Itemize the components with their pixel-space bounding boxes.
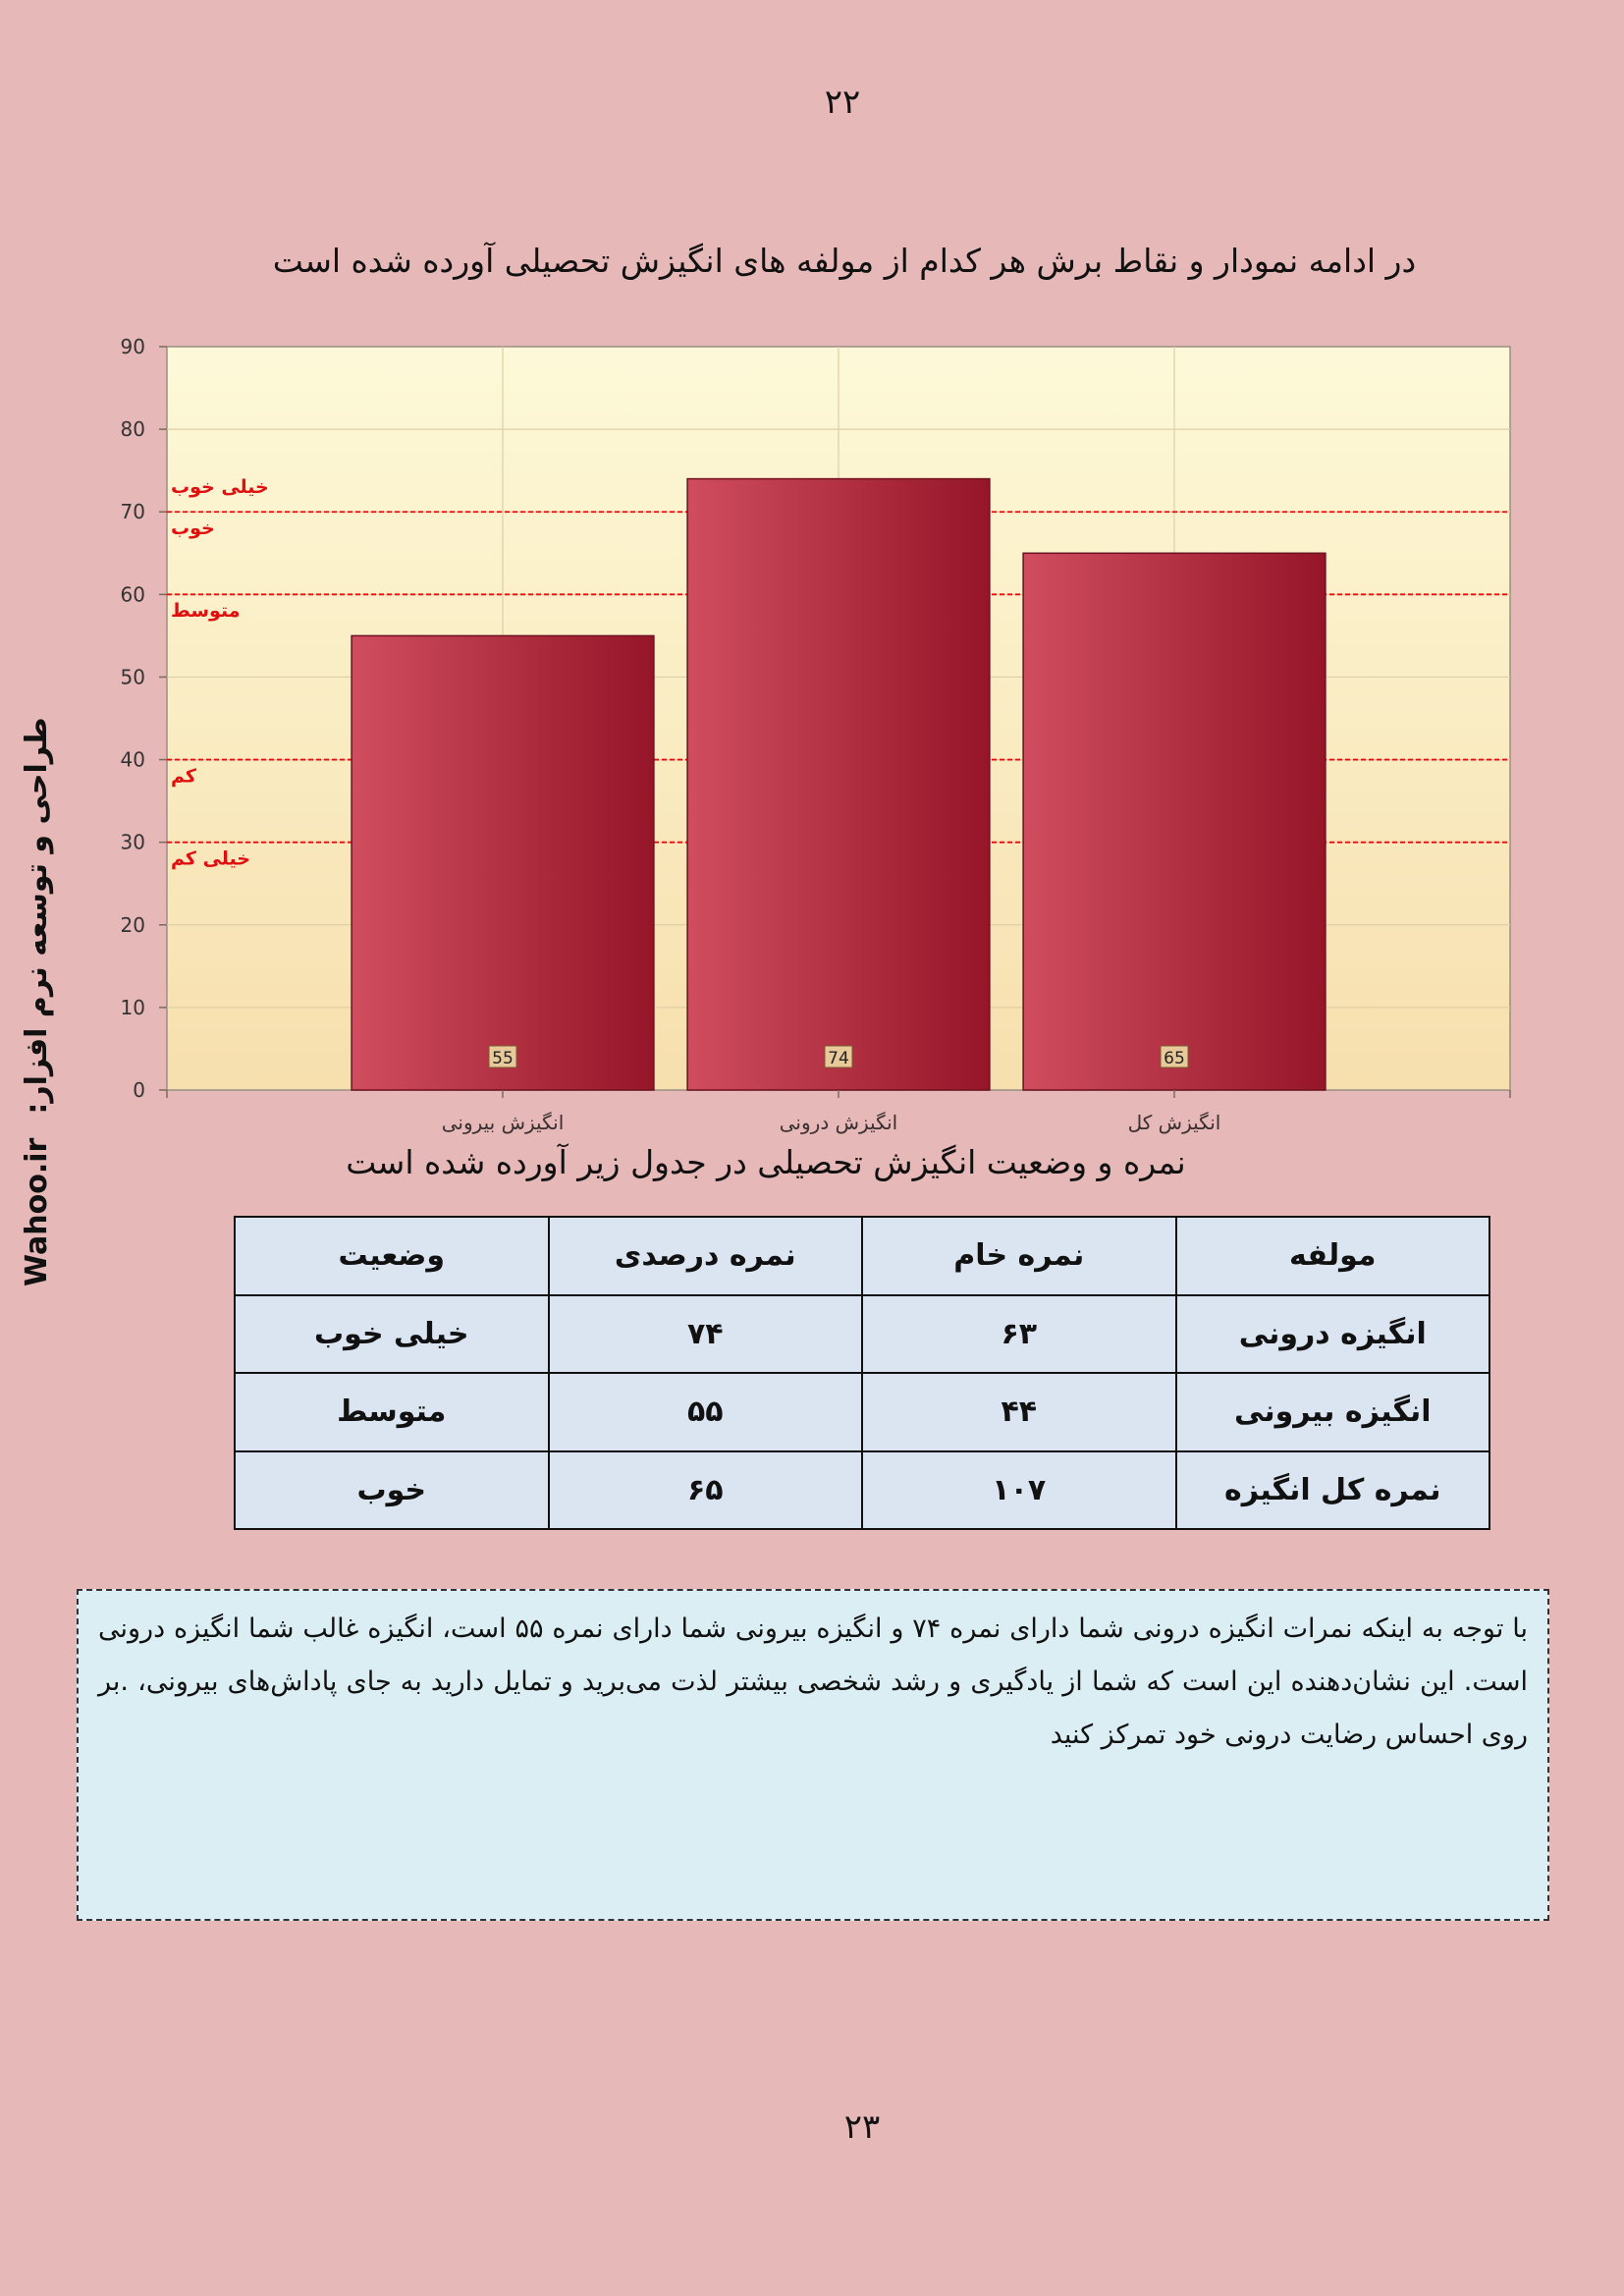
y-tick-label: 0	[133, 1078, 145, 1102]
table-cell: نمره کل انگیزه	[1176, 1451, 1490, 1530]
table-cell: ۶۳	[862, 1295, 1176, 1374]
x-category-label: انگیزش بیرونی	[441, 1111, 565, 1134]
table-cell: خوب	[235, 1451, 549, 1530]
side-brand: Wahoo.ir	[19, 1137, 54, 1286]
y-tick-label: 10	[120, 995, 145, 1019]
table-header-cell: وضعیت	[235, 1217, 549, 1295]
side-credit-label: طراحی و توسعه نرم افزار:	[19, 717, 54, 1115]
results-table	[234, 1216, 1490, 1530]
interpretation-note: با توجه به اینکه نمرات انگیزه درونی شما دارای نمره ۷۴ و انگیزه بیرونی شما دارای نمره ۵۵ است، انگیزه غالب شما انگیزه درونی است. این نشان‌دهنده این است که شما از یادگیری و رشد شخصی بیشتر لذت می‌برید و تمایل دارید به جای پاداش‌های بیرونی، .بر روی احساس رضایت درونی خود تمرکز کنید	[77, 1589, 1549, 1921]
table-cell: متوسط	[235, 1373, 549, 1451]
y-tick-label: 30	[120, 830, 145, 854]
table-header-row	[235, 1217, 1489, 1295]
table-row	[235, 1451, 1489, 1530]
data-label: 74	[828, 1049, 849, 1068]
y-tick-label: 60	[120, 582, 145, 607]
table-cell: ۷۴	[549, 1295, 863, 1374]
x-category-label: انگیزش کل	[1127, 1111, 1221, 1134]
table-cell: انگیزه درونی	[1176, 1295, 1490, 1374]
table-header-cell: نمره درصدی	[549, 1217, 863, 1295]
x-axis-categories	[167, 1090, 1510, 1134]
table-cell: ۶۵	[549, 1451, 863, 1530]
bar	[1023, 553, 1326, 1090]
table-cell: ۱۰۷	[862, 1451, 1176, 1530]
data-label: 65	[1164, 1049, 1185, 1068]
table-cell: انگیزه بیرونی	[1176, 1373, 1490, 1451]
y-axis-ticks	[121, 335, 167, 1102]
zone-label: خیلی کم	[171, 847, 250, 870]
data-label: 55	[492, 1049, 514, 1068]
y-tick-label: 90	[120, 335, 145, 358]
y-tick-label: 50	[120, 665, 145, 689]
x-category-label: انگیزش درونی	[779, 1111, 898, 1134]
bar	[687, 479, 990, 1090]
zone-label: متوسط	[171, 600, 241, 623]
zone-label: خیلی خوب	[171, 475, 269, 498]
zone-label: خوب	[171, 518, 215, 540]
page-number-bottom: ۲۳	[843, 2107, 881, 2147]
table-header-cell: نمره خام	[862, 1217, 1176, 1295]
zone-label: کم	[171, 765, 196, 788]
page-number-top: ۲۲	[824, 82, 861, 122]
table-cell: خیلی خوب	[235, 1295, 549, 1374]
table-row	[235, 1295, 1489, 1374]
table-row	[235, 1373, 1489, 1451]
y-tick-label: 70	[120, 500, 145, 524]
y-tick-label: 40	[120, 747, 145, 772]
y-tick-label: 20	[120, 912, 145, 937]
table-title: نمره و وضعیت انگیزش تحصیلی در جدول زیر آورده شده است	[346, 1143, 1186, 1181]
table-cell: ۵۵	[549, 1373, 863, 1451]
table-cell: ۴۴	[862, 1373, 1176, 1451]
table-header-cell: مولفه	[1176, 1217, 1490, 1295]
bar	[352, 635, 654, 1090]
y-tick-label: 80	[120, 417, 145, 442]
chart-title: در ادامه نمودار و نقاط برش هر کدام از مولفه های انگیزش تحصیلی آورده شده است	[272, 242, 1417, 280]
